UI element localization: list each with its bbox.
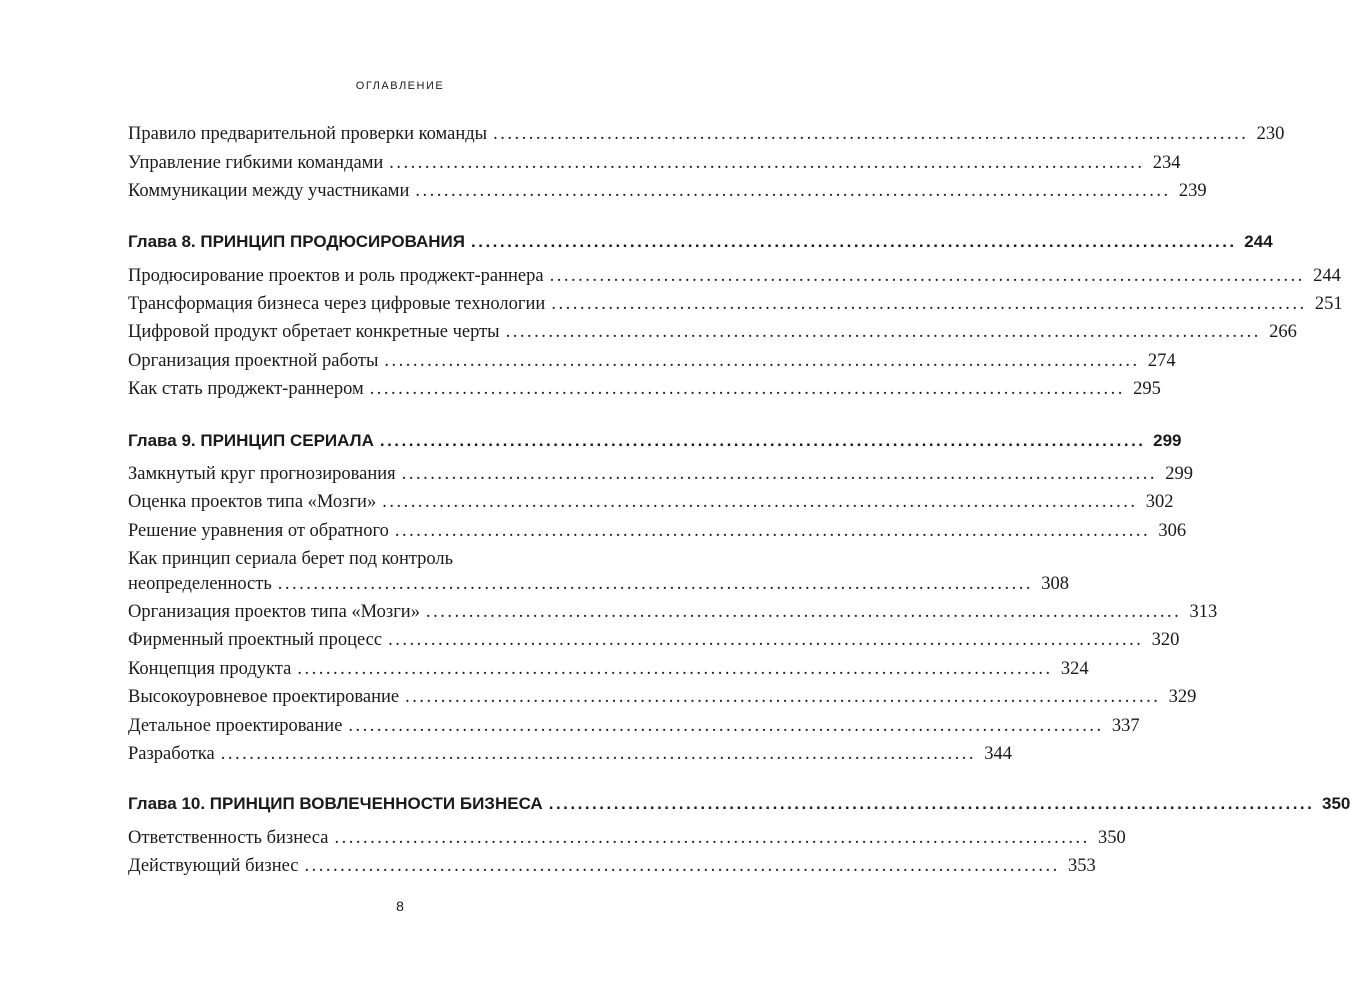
toc-entry[interactable] (128, 320, 1297, 344)
toc-leader-dots: .......................................................................................................... (551, 294, 1307, 314)
toc-entry-title: Разработка (128, 744, 215, 764)
toc-entry[interactable] (128, 854, 1096, 878)
toc-entry-title: Продюсирование проектов и роль проджект-раннера (128, 266, 544, 286)
toc-chapter-page: 244 (1244, 232, 1273, 251)
toc-entry-title: Высокоуровневое проектирование (128, 687, 400, 707)
toc-leader-dots: .......................................................................................................... (304, 856, 1060, 876)
toc-entry-page: 302 (1145, 492, 1174, 512)
toc-entry[interactable] (128, 462, 1193, 486)
toc-chapter-9[interactable] (128, 429, 1182, 453)
toc-leader-dots: .......................................................................................................... (369, 379, 1125, 399)
toc-entry-page: 266 (1269, 322, 1297, 342)
toc-entry-title: Ответственность бизнеса (128, 828, 329, 848)
toc-entry-title: Как принцип сериала берет под контроль (128, 549, 454, 569)
toc-entry-title: Управление гибкими командами (128, 153, 384, 173)
toc-entry-page: 230 (1256, 124, 1285, 144)
toc-entry-page: 299 (1165, 464, 1193, 484)
toc-chapter-title: Глава 8. ПРИНЦИП ПРОДЮСИРОВАНИЯ (128, 232, 465, 251)
toc-entry[interactable] (128, 628, 1180, 652)
toc-entry-title: Правило предварительной проверки команды (128, 124, 488, 144)
toc-entry-page: 295 (1133, 379, 1161, 399)
toc-entry[interactable] (128, 292, 1343, 316)
toc-entry[interactable] (128, 714, 1140, 738)
toc-entry-title: Организация проектной работы (128, 351, 379, 371)
toc-entry[interactable] (128, 685, 1197, 709)
toc-leader-dots: .......................................................................................................... (425, 602, 1182, 622)
toc-entry-page: 350 (1097, 828, 1126, 848)
page-number: 8 (396, 898, 404, 914)
toc-entry-title: Как стать проджект-раннером (128, 379, 364, 399)
toc-entry-title: Детальное проектирование (128, 716, 343, 736)
toc-entry[interactable] (128, 179, 1207, 203)
toc-entry-page: 344 (984, 744, 1012, 764)
toc-entry[interactable] (128, 490, 1174, 514)
toc-entry-page: 324 (1060, 659, 1089, 679)
toc-entry-page: 313 (1189, 602, 1218, 622)
toc-entry-title: Организация проектов типа «Мозги» (128, 602, 420, 622)
toc-leader-dots: .......................................................................................................... (505, 322, 1261, 342)
toc-leader-dots: .......................................................................................................... (384, 351, 1140, 371)
toc-leader-dots: .......................................................................................................... (405, 687, 1161, 707)
toc-entry[interactable] (128, 519, 1187, 543)
toc-leader-dots: .......................................................................................................... (493, 124, 1249, 144)
toc-entry-title: Коммуникации между участниками (128, 181, 410, 201)
toc-leader-dots: .......................................................................................................... (389, 153, 1145, 173)
toc-leader-dots: .......................................................................................................... (334, 828, 1090, 848)
toc-entry[interactable] (128, 600, 1218, 624)
toc-entry-page: 337 (1111, 716, 1140, 736)
toc-entry-page: 244 (1313, 266, 1341, 286)
toc-entry-title: Решение уравнения от обратного (128, 521, 389, 541)
toc-entry-page: 308 (1041, 574, 1070, 594)
toc-leader-dots: .......................................................................................................... (548, 794, 1315, 813)
toc-entry-title: Фирменный проектный процесс (128, 630, 383, 650)
toc-entry-page: 274 (1147, 351, 1176, 371)
toc-entry-title: неопределенность (128, 574, 272, 594)
toc-leader-dots: .......................................................................................................... (297, 659, 1053, 679)
toc-entry-page: 320 (1151, 630, 1180, 650)
toc-entry[interactable] (128, 349, 1176, 373)
toc-entry-title: Оценка проектов типа «Мозги» (128, 492, 377, 512)
toc-entry-title: Цифровой продукт обретает конкретные черты (128, 322, 500, 342)
toc-entry[interactable] (128, 742, 1012, 766)
toc-chapter-8[interactable] (128, 230, 1273, 254)
toc-entry-title: Действующий бизнес (128, 856, 299, 876)
toc-chapter-title: Глава 9. ПРИНЦИП СЕРИАЛА (128, 431, 374, 450)
toc-leader-dots: .......................................................................................................... (394, 521, 1151, 541)
toc-leader-dots: .......................................................................................................... (471, 232, 1237, 251)
page-header: ОГЛАВЛЕНИЕ (355, 80, 445, 92)
toc-entry[interactable] (128, 151, 1181, 175)
toc-leader-dots: .......................................................................................................... (401, 464, 1157, 484)
toc-chapter-page: 299 (1153, 431, 1182, 450)
toc-entry-title: Замкнутый круг прогнозирования (128, 464, 396, 484)
toc-entry-page: 234 (1152, 153, 1181, 173)
toc-entry-title: Концепция продукта (128, 659, 292, 679)
toc-leader-dots: .......................................................................................................... (348, 716, 1104, 736)
toc-leader-dots: .......................................................................................................... (549, 266, 1305, 286)
toc-leader-dots: .......................................................................................................... (415, 181, 1171, 201)
toc-leader-dots: .......................................................................................................... (382, 492, 1138, 512)
toc-entry[interactable] (128, 377, 1161, 401)
toc-entry-page: 239 (1178, 181, 1207, 201)
toc-entry[interactable] (128, 826, 1126, 850)
toc-entry[interactable] (128, 264, 1341, 288)
toc-leader-dots: .......................................................................................................... (277, 574, 1034, 594)
toc-chapter-title: Глава 10. ПРИНЦИП ВОВЛЕЧЕННОСТИ БИЗНЕСА (128, 794, 543, 813)
toc-entry-page: 353 (1068, 856, 1096, 876)
toc-leader-dots: .......................................................................................................... (379, 431, 1146, 450)
toc-leader-dots: .......................................................................................................... (388, 630, 1144, 650)
toc-entry-page: 329 (1168, 687, 1197, 707)
toc-chapter-10[interactable] (128, 792, 1350, 816)
toc-entry-title: Трансформация бизнеса через цифровые технологии (128, 294, 546, 314)
toc-entry[interactable] (128, 657, 1089, 681)
toc-leader-dots: .......................................................................................................... (220, 744, 976, 764)
toc-entry[interactable] (128, 572, 1070, 596)
toc-chapter-page: 350 (1322, 794, 1350, 813)
toc-entry[interactable] (128, 122, 1285, 146)
toc-entry-page: 306 (1158, 521, 1187, 541)
toc-entry-line1[interactable] (128, 547, 708, 571)
toc-entry-page: 251 (1314, 294, 1343, 314)
